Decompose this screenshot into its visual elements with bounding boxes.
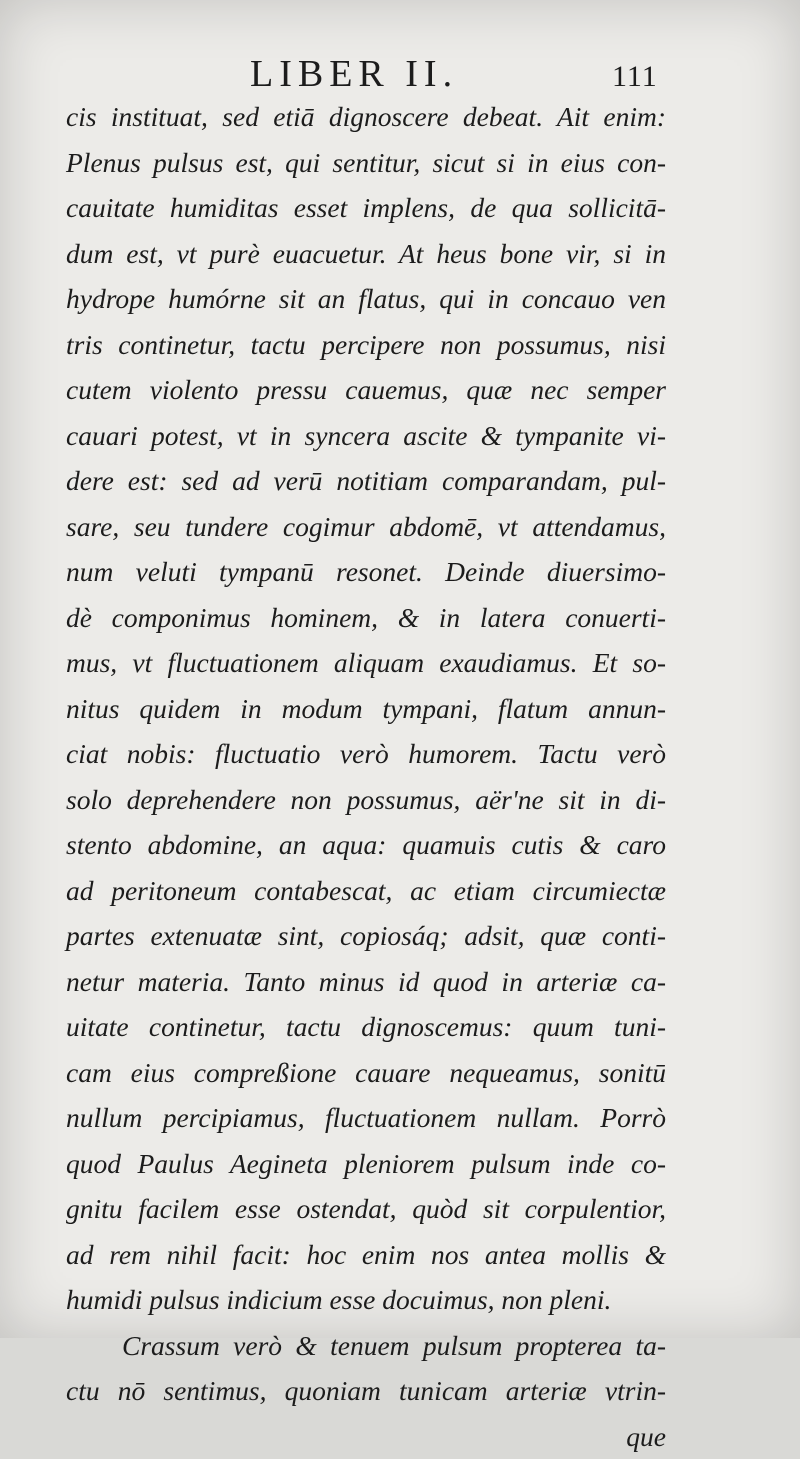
text-line: nitus quidem in modum tympani, flatum annun- xyxy=(66,686,666,732)
catchword: que xyxy=(66,1414,666,1459)
text-line: tris continetur, tactu percipere non possumus, nisi xyxy=(66,322,666,368)
text-line: num veluti tympanū resonet. Deinde diuersimo- xyxy=(66,549,666,595)
text-line: solo deprehendere non possumus, aër'ne sit in di- xyxy=(66,777,666,823)
text-line: Plenus pulsus est, qui sentitur, sicut si in eius con- xyxy=(66,140,666,186)
text-line: cauitate humiditas esset implens, de qua sollicitā- xyxy=(66,185,666,231)
text-line: ctu nō sentimus, quoniam tunicam arteriæ vtrin- xyxy=(66,1368,666,1414)
text-line: quod Paulus Aegineta pleniorem pulsum inde co- xyxy=(66,1141,666,1187)
text-line: cutem violento pressu cauemus, quæ nec semper xyxy=(66,367,666,413)
text-line: sare, seu tundere cogimur abdomē, vt attendamus, xyxy=(66,504,666,550)
body-text xyxy=(66,94,666,1459)
text-line: netur materia. Tanto minus id quod in arteriæ ca- xyxy=(66,959,666,1005)
text-line: hydrope humórne sit an flatus, qui in concauo ven xyxy=(66,276,666,322)
text-line-paragraph-start: Crassum verò & tenuem pulsum propterea ta- xyxy=(66,1323,666,1369)
text-line: dè componimus hominem, & in latera conuerti- xyxy=(66,595,666,641)
text-line: cauari potest, vt in syncera ascite & tympanite vi- xyxy=(66,413,666,459)
text-line: cam eius compreßione cauare nequeamus, sonitū xyxy=(66,1050,666,1096)
text-line: cis instituat, sed etiā dignoscere debeat. Ait enim: xyxy=(66,94,666,140)
text-line: nullum percipiamus, fluctuationem nullam. Porrò xyxy=(66,1095,666,1141)
text-line-paragraph-end: humidi pulsus indicium esse docuimus, non pleni. xyxy=(66,1277,666,1323)
text-line: gnitu facilem esse ostendat, quòd sit corpulentior, xyxy=(66,1186,666,1232)
text-line: ciat nobis: fluctuatio verò humorem. Tactu verò xyxy=(66,731,666,777)
text-line: dum est, vt purè euacuetur. At heus bone vir, si in xyxy=(66,231,666,277)
text-line: dere est: sed ad verū notitiam comparandam, pul- xyxy=(66,458,666,504)
page-number: 111 xyxy=(612,60,658,94)
text-line: mus, vt fluctuationem aliquam exaudiamus. Et so- xyxy=(66,640,666,686)
text-line: ad rem nihil facit: hoc enim nos antea mollis & xyxy=(66,1232,666,1278)
text-line: partes extenuatæ sint, copiosáq; adsit, quæ conti- xyxy=(66,913,666,959)
running-title: LIBER II. xyxy=(250,52,458,96)
text-line: stento abdomine, an aqua: quamuis cutis & caro xyxy=(66,822,666,868)
text-line: uitate continetur, tactu dignoscemus: quum tuni- xyxy=(66,1004,666,1050)
running-head xyxy=(0,46,800,96)
text-line: ad peritoneum contabescat, ac etiam circumiectæ xyxy=(66,868,666,914)
